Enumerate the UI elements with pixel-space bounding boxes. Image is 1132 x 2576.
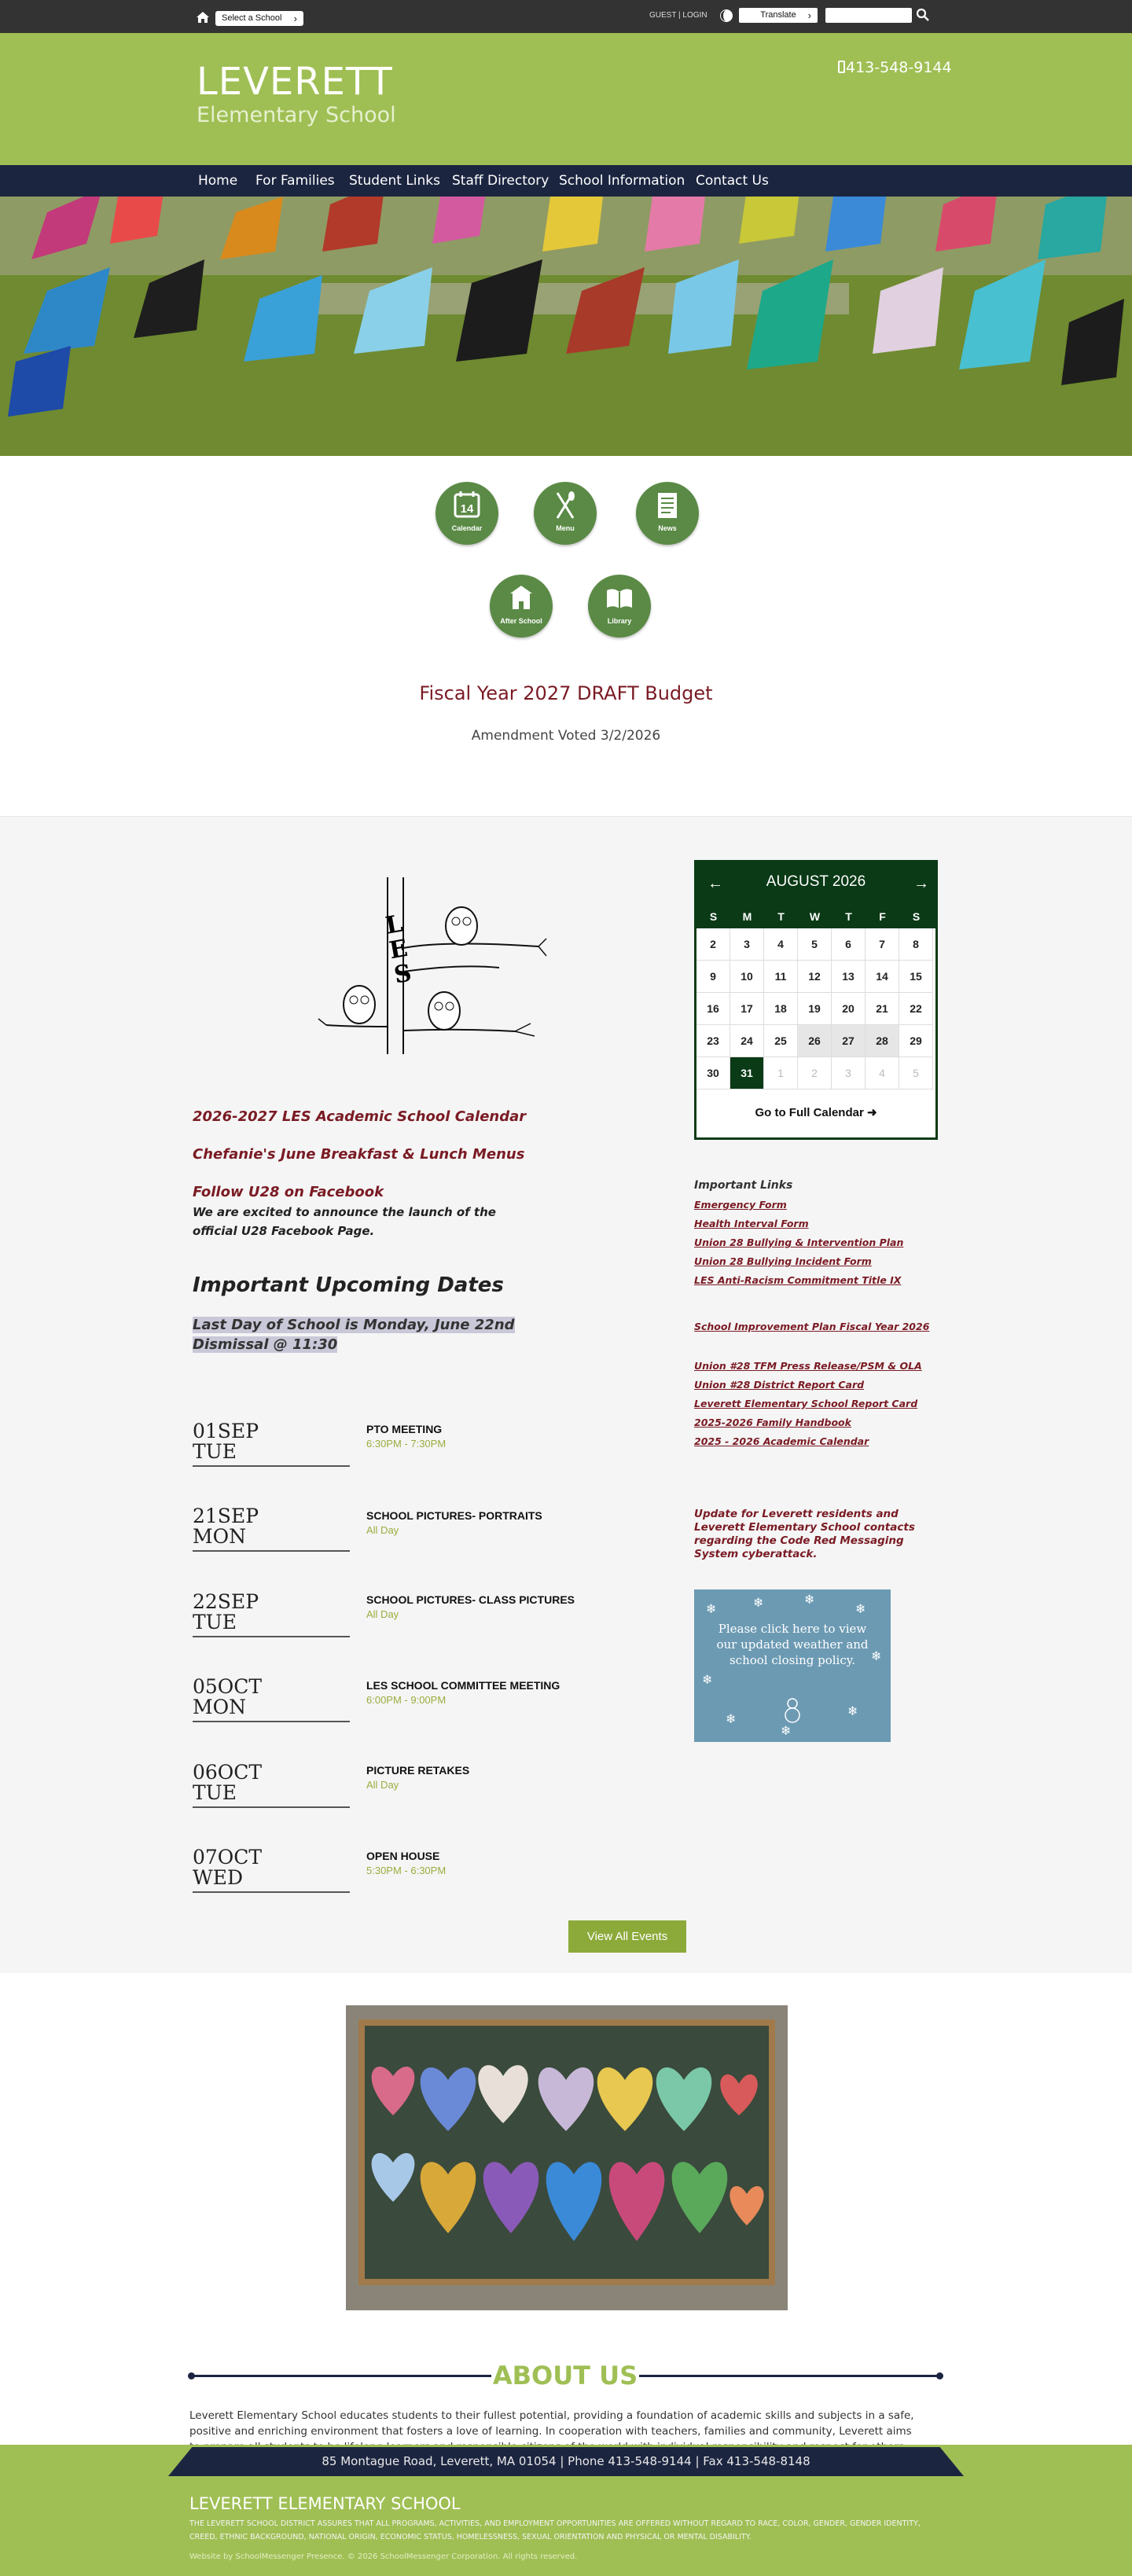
site-header [0,33,1132,165]
calendar-day[interactable]: 18 [764,993,798,1025]
svg-text:❄: ❄ [706,1601,717,1616]
arrow-left-icon[interactable]: ← [708,875,723,892]
calendar-day[interactable]: 21 [866,993,899,1025]
emergency-form-link[interactable]: Emergency Form [694,1199,787,1211]
important-links-heading: Important Links [694,1179,793,1192]
svg-text:❄: ❄ [804,1592,815,1607]
academic-calendar-link[interactable]: 2026-2027 LES Academic School Calendar [193,1108,527,1125]
translate-label: Translate [760,10,796,20]
improvement-plan-link[interactable]: School Improvement Plan Fiscal Year 2026 [694,1321,930,1332]
fork-knife-icon [549,490,581,521]
nav-for-families[interactable]: For Families [255,173,335,189]
calendar-day-today[interactable]: 31 [730,1057,764,1090]
event-weekday: MON [193,1525,246,1548]
calendar-day[interactable]: 15 [899,961,933,993]
search-icon[interactable] [915,7,931,23]
arrow-right-icon[interactable]: → [913,875,929,892]
nav-student-links[interactable]: Student Links [349,173,440,189]
phone-icon [838,61,845,73]
quick-link-news[interactable] [636,482,699,545]
event-weekday: WED [193,1866,243,1889]
facebook-link[interactable]: Follow U28 on Facebook [193,1184,384,1200]
anti-racism-link[interactable]: LES Anti-Racism Commitment Title IX [694,1274,902,1286]
event-day: 21SEP [193,1505,259,1527]
arrow-right-icon: ➜ [866,1106,877,1119]
calendar-day-event[interactable]: 28 [866,1025,899,1057]
calendar-day[interactable]: 10 [730,961,764,993]
svg-text:❄: ❄ [855,1601,866,1616]
facebook-description: We are excited to announce the launch of the official U28 Facebook Page. [193,1205,496,1238]
event-day: 05OCT [193,1675,263,1698]
calendar-day[interactable]: 17 [730,993,764,1025]
school-building-icon [505,582,537,614]
event-weekday: TUE [193,1611,237,1633]
full-calendar-label: Go to Full Calendar [755,1106,864,1119]
event-day: 01SEP [193,1420,259,1442]
calendar-day[interactable]: 7 [866,928,899,961]
nav-contact-us[interactable]: Contact Us [696,173,769,189]
event-day: 07OCT [193,1846,263,1869]
event-date [193,1592,350,1637]
event-date [193,1847,350,1893]
calendar-day-event[interactable]: 26 [798,1025,832,1057]
quick-link-menu-label: Menu [556,524,575,532]
quick-link-after-school-label: After School [500,617,542,625]
divider-dot [188,2372,195,2379]
divider-dot [936,2372,943,2379]
calendar-dow: M [742,910,752,923]
calendar-dow: T [777,910,785,923]
event-day: 22SEP [193,1590,259,1613]
calendar-day[interactable]: 12 [798,961,832,993]
event-time: All Day [366,1524,399,1536]
full-calendar-link[interactable] [696,1105,935,1119]
district-report-card-link[interactable]: Union #28 District Report Card [694,1379,865,1391]
hero-pinwheels-image [0,165,1132,456]
event-time: 6:30PM - 7:30PM [366,1438,447,1450]
about-heading: ABOUT US [492,2361,638,2390]
svg-text:❄: ❄ [702,1672,713,1687]
event-date [193,1506,350,1552]
last-day-notice [193,1315,546,1354]
event-weekday: TUE [193,1440,237,1463]
nav-home[interactable]: Home [198,173,238,189]
calendar-day[interactable]: 8 [899,928,933,961]
home-icon[interactable] [195,9,211,25]
cyberattack-notice-link[interactable]: Update for Leverett residents and Leverett Elementary School contacts regarding the Code Red Messaging System cyberattack. [694,1508,915,1560]
translate-button[interactable] [739,8,818,23]
calendar-dow: S [912,910,921,923]
event-weekday: TUE [193,1781,237,1804]
top-bar [0,0,1132,33]
calendar-day-next-month[interactable]: 4 [866,1057,899,1090]
calendar-day-next-month[interactable]: 2 [798,1057,832,1090]
about-text: Leverett Elementary School educates students to their fullest potential, providing a foundation of academic skills and subjects in a safe, positive and enriching environment that fosters a love of learning. In cooperation with teachers, families and community, Leverett aims [189,2409,914,2438]
calendar-day[interactable]: 29 [899,1025,933,1057]
budget-title-link[interactable]: Fiscal Year 2027 DRAFT Budget [419,682,713,704]
health-form-link[interactable]: Health Interval Form [694,1218,809,1229]
tfm-press-release-link[interactable]: Union #28 TFM Press Release/PSM & OLA [694,1360,922,1372]
quick-link-calendar-label: Calendar [451,524,483,532]
event-time: All Day [366,1608,399,1620]
calendar-month: AUGUST 2026 [766,873,866,890]
calendar-day[interactable]: 16 [696,993,730,1025]
svg-text:❄: ❄ [781,1723,792,1738]
calendar-day[interactable]: 13 [832,961,866,993]
event-title[interactable]: SCHOOL PICTURES- CLASS PICTURES [366,1593,575,1606]
divider [639,2375,939,2377]
calendar-icon-day: 14 [460,502,474,516]
guest-login-link[interactable]: GUEST | LOGIN [649,11,708,20]
calendar-day[interactable]: 3 [730,928,764,961]
calendar-day-next-month[interactable]: 3 [832,1057,866,1090]
quick-link-library[interactable] [588,575,651,638]
footer-address: 85 Montague Road, Leverett, MA 01054 | Phone 413-548-9144 | Fax 413-548-8148 [322,2454,810,2468]
calendar-day[interactable]: 25 [764,1025,798,1057]
globe-icon [719,8,734,24]
view-all-events-button[interactable]: View All Events [568,1920,686,1953]
divider [191,2375,491,2377]
chevron-right-icon: › [807,9,811,21]
quick-link-news-label: News [658,524,677,532]
calendar-day[interactable]: 20 [832,993,866,1025]
event-title[interactable]: SCHOOL PICTURES- PORTRAITS [366,1509,542,1522]
upcoming-dates-heading: Important Upcoming Dates [193,1273,504,1297]
calendar-dow: F [879,910,886,923]
logo-letters: LES [383,910,414,990]
svg-text:❄: ❄ [871,1648,882,1663]
event-time: 5:30PM - 6:30PM [366,1865,447,1876]
family-handbook-link[interactable]: 2025-2026 Family Handbook [694,1417,851,1428]
event-day: 06OCT [193,1761,263,1784]
quick-link-calendar[interactable] [436,482,498,545]
svg-text:❄: ❄ [726,1711,737,1726]
footer-school-name: LEVERETT ELEMENTARY SCHOOL [189,2494,461,2513]
svg-text:❄: ❄ [847,1703,858,1718]
academic-calendar-pdf-link[interactable]: 2025 - 2026 Academic Calendar [694,1435,869,1447]
calendar-day[interactable]: 24 [730,1025,764,1057]
budget-subtitle: Amendment Voted 3/2/2026 [471,728,661,744]
event-date [193,1677,350,1722]
calendar-day-next-month[interactable]: 5 [899,1057,933,1090]
event-title[interactable]: PTO MEETING [366,1423,443,1435]
select-school-dropdown[interactable] [215,11,303,26]
bullying-form-link[interactable]: Union 28 Bullying Incident Form [694,1255,872,1267]
content-section [0,816,1132,1973]
footer-credit[interactable]: Website by SchoolMessenger Presence. © 2026 SchoolMessenger Corporation. All rights reserved. [189,2552,578,2561]
select-school-label: Select a School [222,13,282,23]
calendar-day[interactable]: 22 [899,993,933,1025]
calendar-day[interactable]: 19 [798,993,832,1025]
menus-link[interactable]: Chefanie's June Breakfast & Lunch Menus [193,1146,525,1163]
event-time: All Day [366,1779,399,1791]
footer-legal-text: THE LEVERETT SCHOOL DISTRICT ASSURES THAT ALL PROGRAMS, ACTIVITIES, AND EMPLOYMENT OPPORTUNITIES ARE OFFERED WITHOUT REGARD TO RACE, COLOR, GENDER, GENDER IDENTITY, CREED, ETHNIC BACKGROUND, NATIONAL ORIGIN, ECONOMIC STATUS, HOMELESSNESS, SEXUAL ORIENTATION AND PHYSICAL OR MENTAL DISABILITY. [189,2519,921,2541]
open-book-icon [604,582,635,614]
calendar-day[interactable]: 4 [764,928,798,961]
calendar-day[interactable]: 14 [866,961,899,993]
quick-link-menu[interactable] [534,482,597,545]
event-title[interactable]: OPEN HOUSE [366,1850,440,1862]
calendar-day[interactable]: 2 [696,928,730,961]
calendar-day[interactable]: 5 [798,928,832,961]
event-weekday: MON [193,1696,246,1718]
calendar-day[interactable]: 11 [764,961,798,993]
calendar-day[interactable]: 30 [696,1057,730,1090]
calendar-day-next-month[interactable]: 1 [764,1057,798,1090]
bullying-plan-link[interactable]: Union 28 Bullying & Intervention Plan [694,1237,904,1248]
weather-policy-text: Please click here to view our updated weather and school closing policy. [716,1622,869,1667]
nav-staff-directory[interactable]: Staff Directory [452,173,549,189]
quick-link-library-label: Library [607,617,632,625]
calendar-day[interactable]: 6 [832,928,866,961]
calendar-day[interactable]: 9 [696,961,730,993]
calendar-day-event[interactable]: 27 [832,1025,866,1057]
les-owl-tree-logo [318,869,546,1082]
search-input[interactable] [825,8,912,23]
event-date [193,1421,350,1467]
newspaper-icon [652,490,683,521]
last-day-text: Last Day of School is Monday, June 22nd Dismissal @ 11:30 [193,1317,515,1353]
calendar-day[interactable]: 23 [696,1025,730,1057]
heart-artwork-photo [346,2005,788,2310]
header-phone [838,58,952,77]
quick-link-after-school[interactable] [490,575,553,638]
les-report-card-link[interactable]: Leverett Elementary School Report Card [694,1398,918,1409]
event-title[interactable]: LES SCHOOL COMMITTEE MEETING [366,1679,560,1692]
nav-school-information[interactable]: School Information [559,173,685,189]
calendar-dow: S [709,910,718,923]
chevron-right-icon: › [293,13,297,24]
event-time: 6:00PM - 9:00PM [366,1694,447,1706]
calendar-dow: W [809,910,821,923]
svg-text:❄: ❄ [753,1595,764,1610]
school-name[interactable]: LEVERETT [197,60,393,104]
phone-number: 413-548-9144 [846,59,952,76]
calendar-dow: T [845,910,852,923]
event-date [193,1762,350,1808]
event-title[interactable]: PICTURE RETAKES [366,1764,470,1777]
school-subtitle[interactable]: Elementary School [197,103,396,127]
calendar-icon [451,490,483,521]
